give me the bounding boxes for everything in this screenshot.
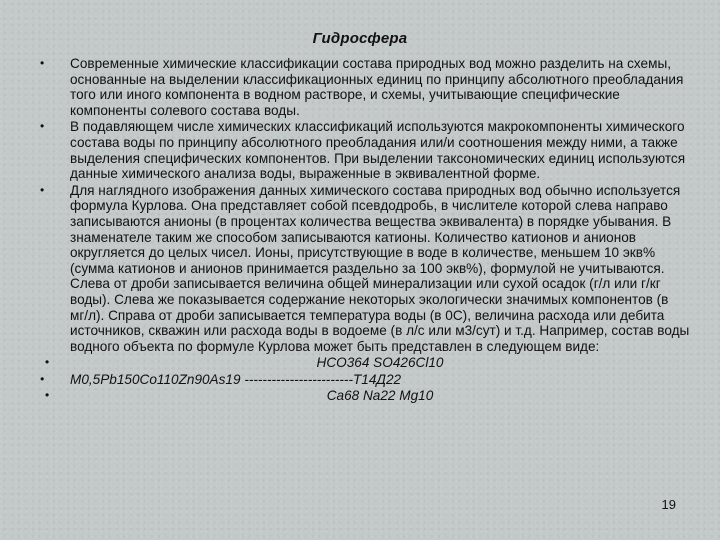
bullet-marker: • [40,119,45,134]
bullet-item [40,119,690,181]
bullet-marker: • [40,371,45,386]
bullet-list [40,56,690,405]
page-number: 19 [661,497,676,512]
formula-denominator: Ca68 Na22 Mg10 [326,388,434,404]
paragraph-text: В подавляющем числе химических классификаций используются макрокомпоненты химического состава воды по принципу абсолютного преобладания или/и соотношения между ними, а также выделения специфических компонентов. При выделении таксономических единиц используются данные химического анализа воды, выраженные в эквивалентной форме. [70,119,686,182]
bullet-item [40,56,690,118]
formula-numerator: HCO364 SO426Cl10 [316,355,444,371]
bullet-marker: • [44,388,50,403]
bullet-item [40,388,690,404]
bullet-item [40,183,690,355]
bullet-marker: • [40,56,45,70]
bullet-item [40,372,690,388]
bullet-item [40,355,690,371]
bullet-marker: • [40,182,45,197]
bullet-marker: • [44,355,50,370]
formula-line: M0,5Pb150Co110Zn90As19 ------------------------T14Д22 [70,371,402,387]
paragraph-text: Для наглядного изображения данных химического состава природных вод обычно используется формула Курлова. Она представляет собой псевдодробь, в числителе которой слева направо записываются анионы (в процентах количества вещества эквивалента) в порядке убывания. В знаменателе таким же способом записываются катионы. Количество катионов и анионов округляется до целых чисел. Ионы, присутствующие в воде в количестве, меньшем 10 экв% (сумма катионов и анионов принимается раздельно за 100 экв%), формулой не учитываются. Слева от дроби записывается величина общей минерализации или сухой осадок (г/л или г/кг воды). Слева же показывается содержание некоторых экологически значимых компонентов (в мг/л). Справа от дроби записывается температура воды (в 0С), величина расхода или дебита источников, скважин или расхода воды в водоеме (в л/с или м3/сут) и т.д. Например, состав воды водного объекта по формуле Курлова может быть представлен в следующем виде: [70,182,690,354]
slide-title: Гидросфера [312,30,408,47]
paragraph-text: Современные химические классификации состава природных вод можно разделить на схемы, основанные на выделении классификационных единиц по принципу абсолютного преобладания того или иного компонента в водном растворе, и схемы, учитывающие специфические компоненты солевого состава воды. [70,56,684,118]
